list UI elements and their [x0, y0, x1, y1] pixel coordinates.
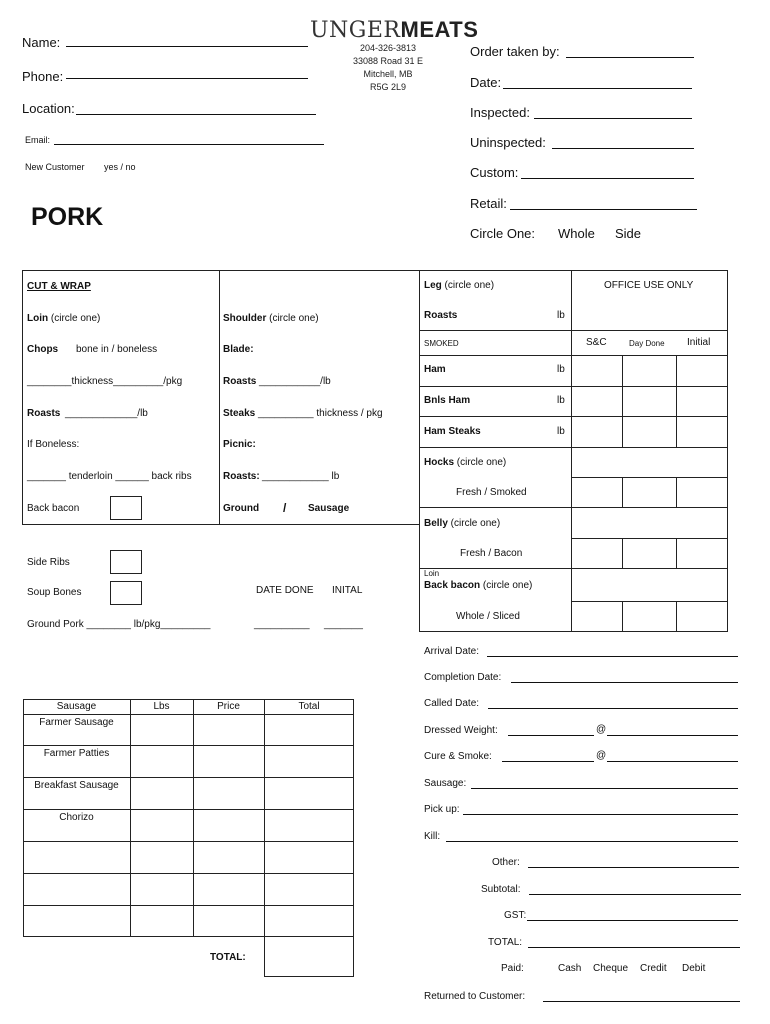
paid-label: Paid:	[501, 963, 524, 974]
custom-field[interactable]	[521, 178, 694, 179]
date-label: Date:	[470, 75, 502, 90]
ham-steaks-label: Ham Steaks	[424, 426, 481, 437]
leg-label: Leg (circle one)	[424, 280, 495, 291]
kill-field[interactable]	[446, 841, 738, 842]
cure-smoke-field[interactable]	[502, 761, 594, 762]
belly-label: Belly (circle one)	[424, 518, 501, 529]
blade-label: Blade:	[223, 344, 254, 355]
phone-label: Phone:	[22, 69, 64, 84]
belly-options[interactable]: Fresh / Bacon	[460, 548, 523, 559]
new-customer-options[interactable]: yes / no	[104, 162, 136, 172]
back-bacon-cure-label: Back bacon (circle one)	[424, 580, 533, 591]
paid-credit-option[interactable]: Credit	[640, 963, 667, 974]
other-field[interactable]	[528, 867, 739, 868]
subtotal-field[interactable]	[529, 894, 741, 895]
day-done-header: Day Done	[629, 339, 665, 348]
leg-roasts-unit: lb	[557, 310, 565, 321]
table-row: Breakfast Sausage	[34, 780, 119, 791]
order-taken-by-field[interactable]	[566, 57, 694, 58]
if-boneless-label: If Boneless:	[27, 439, 80, 450]
table-row: Farmer Sausage	[39, 717, 114, 728]
leg-roasts-label: Roasts	[424, 310, 458, 321]
location-label: Location:	[22, 101, 75, 116]
side-option[interactable]: Side	[615, 226, 642, 241]
whole-option[interactable]: Whole	[558, 226, 595, 241]
sausage-charge-field[interactable]	[471, 788, 738, 789]
email-label: Email:	[25, 135, 51, 145]
initial-field[interactable]: _______	[324, 619, 363, 630]
roasts-label: Roasts	[27, 408, 61, 419]
total-header: Total	[298, 701, 320, 712]
leg-table	[419, 270, 728, 632]
roasts-field[interactable]: _____________/lb	[65, 408, 148, 419]
dressed-weight-label: Dressed Weight:	[424, 725, 498, 736]
paid-debit-option[interactable]: Debit	[682, 963, 706, 974]
company-postal: R5G 2L9	[369, 82, 407, 92]
soup-bones-checkbox[interactable]	[110, 581, 142, 605]
phone-field[interactable]	[66, 78, 308, 79]
retail-label: Retail:	[470, 196, 507, 211]
roasts2-field[interactable]: ___________/lb	[259, 376, 331, 387]
name-label: Name:	[22, 35, 61, 50]
company-city: Mitchell, MB	[363, 69, 413, 79]
paid-cash-option[interactable]: Cash	[558, 963, 582, 974]
total-field[interactable]	[528, 947, 740, 948]
ground-pork-field[interactable]: Ground Pork ________ lb/pkg_________	[27, 619, 211, 630]
hocks-options[interactable]: Fresh / Smoked	[456, 487, 527, 498]
sausage-charge-label: Sausage:	[424, 778, 467, 789]
initial-header: Initial	[687, 337, 711, 348]
name-field[interactable]	[66, 46, 308, 47]
uninspected-field[interactable]	[552, 148, 694, 149]
location-field[interactable]	[76, 114, 316, 115]
company-address: 33088 Road 31 E	[352, 56, 424, 66]
table-row: Farmer Patties	[43, 748, 110, 759]
sc-header: S&C	[586, 337, 607, 348]
gst-label: GST:	[504, 910, 527, 921]
order-taken-by-label: Order taken by:	[470, 44, 560, 59]
back-bacon-checkbox[interactable]	[110, 496, 142, 520]
returned-field[interactable]	[543, 1001, 740, 1002]
completion-date-label: Completion Date:	[424, 672, 502, 683]
roasts3-field[interactable]: ____________ lb	[262, 471, 340, 482]
uninspected-label: Uninspected:	[470, 135, 546, 150]
cure-smoke-at: @	[596, 750, 607, 761]
custom-label: Custom:	[470, 165, 519, 180]
called-date-field[interactable]	[488, 708, 738, 709]
hocks-label: Hocks (circle one)	[424, 457, 507, 468]
soup-bones-label: Soup Bones	[27, 587, 82, 598]
lbs-header: Lbs	[153, 701, 170, 712]
dressed-weight-rate-field[interactable]	[607, 735, 738, 736]
sausage-option[interactable]: Sausage	[308, 503, 350, 514]
smoked-label: SMOKED	[424, 339, 459, 348]
email-field[interactable]	[54, 144, 324, 145]
subtotal-label: Subtotal:	[481, 884, 521, 895]
inspected-field[interactable]	[534, 118, 692, 119]
back-bacon-label: Back bacon	[27, 503, 80, 514]
company-logo: UNGERMEATS	[310, 17, 479, 43]
product-title: PORK	[31, 203, 104, 231]
steaks-label: Steaks	[223, 408, 256, 419]
cure-smoke-rate-field[interactable]	[607, 761, 738, 762]
pick-up-field[interactable]	[463, 814, 738, 815]
sausage-total-label: TOTAL:	[210, 952, 246, 963]
gst-field[interactable]	[527, 920, 738, 921]
arrival-date-label: Arrival Date:	[424, 646, 480, 657]
side-ribs-checkbox[interactable]	[110, 550, 142, 574]
table-row: Chorizo	[59, 812, 94, 823]
roasts3-label: Roasts:	[223, 471, 260, 482]
date-done-label: DATE DONE	[256, 585, 314, 596]
called-date-label: Called Date:	[424, 698, 480, 709]
kill-label: Kill:	[424, 831, 441, 842]
other-label: Other:	[492, 857, 520, 868]
dressed-weight-at: @	[596, 724, 607, 735]
cut-wrap-title: CUT & WRAP	[27, 281, 91, 292]
company-phone: 204-326-3813	[359, 43, 417, 53]
cure-smoke-label: Cure & Smoke:	[424, 751, 492, 762]
dressed-weight-field[interactable]	[508, 735, 594, 736]
ground-sausage-slash: /	[283, 501, 287, 515]
completion-date-field[interactable]	[511, 682, 738, 683]
side-ribs-label: Side Ribs	[27, 557, 70, 568]
date-done-field[interactable]: __________	[254, 619, 310, 630]
ham-unit: lb	[557, 364, 565, 375]
thickness-field[interactable]: ________thickness_________/pkg	[27, 376, 183, 387]
office-use-label: OFFICE USE ONLY	[604, 280, 694, 291]
total-label: TOTAL:	[488, 937, 523, 948]
steaks-field[interactable]: __________ thickness / pkg	[258, 408, 383, 419]
returned-label: Returned to Customer:	[424, 991, 526, 1002]
back-bacon-options[interactable]: Whole / Sliced	[456, 611, 520, 622]
paid-cheque-option[interactable]: Cheque	[593, 963, 629, 974]
roasts2-label: Roasts	[223, 376, 257, 387]
arrival-date-field[interactable]	[487, 656, 738, 657]
picnic-label: Picnic:	[223, 439, 256, 450]
inital-label: INITAL	[332, 585, 363, 596]
tenderloin-field[interactable]: _______ tenderloin ______ back ribs	[27, 471, 192, 482]
inspected-label: Inspected:	[470, 105, 530, 120]
circle-one-label: Circle One:	[470, 226, 536, 241]
new-customer-label: New Customer	[25, 162, 85, 172]
pick-up-label: Pick up:	[424, 804, 460, 815]
chops-label: Chops	[27, 344, 59, 355]
bnls-ham-unit: lb	[557, 395, 565, 406]
shoulder-label: Shoulder (circle one)	[223, 313, 319, 324]
date-field[interactable]	[503, 88, 692, 89]
sausage-header: Sausage	[56, 701, 97, 712]
price-header: Price	[217, 701, 240, 712]
chops-options[interactable]: bone in / boneless	[76, 344, 158, 355]
ham-label: Ham	[424, 364, 446, 375]
loin-small-label: Loin	[424, 569, 440, 578]
ground-option[interactable]: Ground	[223, 503, 260, 514]
ham-steaks-unit: lb	[557, 426, 565, 437]
retail-field[interactable]	[510, 209, 697, 210]
loin-label: Loin (circle one)	[27, 313, 101, 324]
bnls-ham-label: Bnls Ham	[424, 395, 471, 406]
